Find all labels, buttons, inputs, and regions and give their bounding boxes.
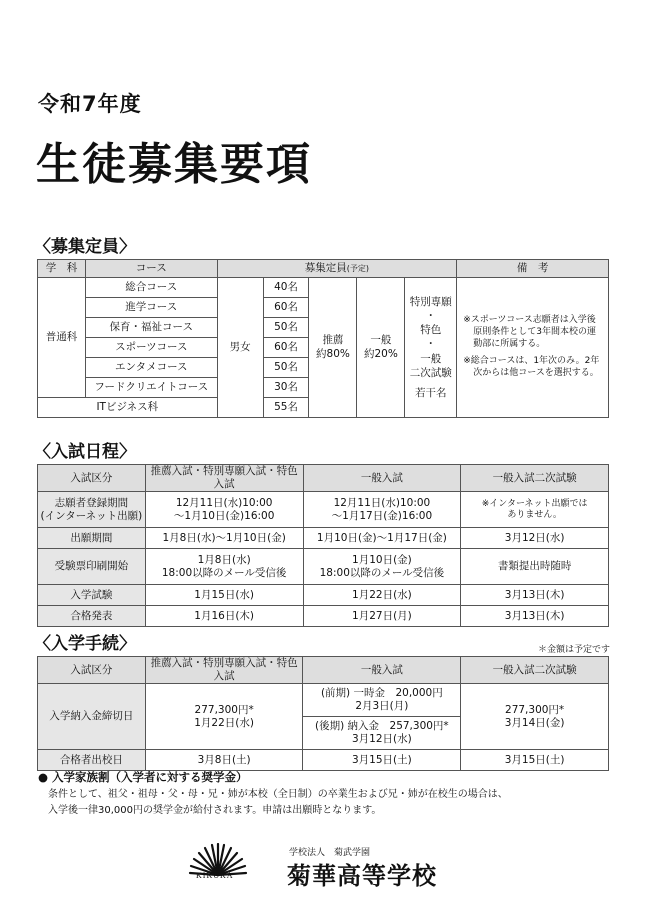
capacity-table bbox=[37, 259, 609, 418]
course-capacity: 60名 bbox=[263, 298, 309, 318]
procedure-section-title: 〈入学手続〉 bbox=[34, 634, 136, 654]
cell: 1月8日(水)〜1月10日(金) bbox=[145, 528, 303, 549]
cell: 277,300円* 1月22日(水) bbox=[145, 684, 303, 750]
discount-line-2: 入学後一律30,000円の奨学金が給付されます。申請は出願時となります。 bbox=[48, 805, 382, 816]
course-name: 総合コース bbox=[85, 278, 217, 298]
col-course: コース bbox=[85, 260, 217, 278]
cell: 3月15日(土) bbox=[461, 750, 609, 771]
special-exams: 特別専願 ・ 特色 ・ 一般 二次試験 若干名 bbox=[405, 278, 457, 418]
logo-text: KIKUKA bbox=[196, 871, 234, 880]
course-name: エンタメコース bbox=[85, 358, 217, 378]
row-label: 入学納入金締切日 bbox=[38, 684, 146, 750]
discount-title: ● 入学家族割（入学者に対する奨学金） bbox=[38, 770, 248, 784]
col-general: 一般入試 bbox=[303, 465, 461, 492]
cell: 1月10日(金) 18:00以降のメール受信後 bbox=[303, 549, 461, 585]
col-dept: 学 科 bbox=[38, 260, 86, 278]
row-label: 志願者登録期間 (インターネット出願) bbox=[38, 492, 146, 528]
cell: 1月15日(水) bbox=[145, 585, 303, 606]
it-capacity: 55名 bbox=[263, 398, 309, 418]
remarks: ※スポーツコース志願者は入学後原則条件として3年間本校の運動部に所属する。 ※総合コースは、1年次のみ。2年次からは他コースを選択する。 bbox=[457, 278, 609, 418]
school-corporation: 学校法人 菊武学園 bbox=[289, 848, 371, 858]
col-second: 一般入試二次試験 bbox=[461, 657, 609, 684]
dept-it: ITビジネス科 bbox=[38, 398, 218, 418]
course-name: スポーツコース bbox=[85, 338, 217, 358]
procedure-table bbox=[37, 656, 609, 771]
discount-line-1: 条件として、祖父・祖母・父・母・兄・姉が本校（全日制）の卒業生および兄・姉が在校生の場合は、 bbox=[48, 789, 508, 800]
fiscal-year: 令和7年度 bbox=[38, 92, 142, 116]
general-ratio: 一般 約20% bbox=[357, 278, 405, 418]
course-capacity: 60名 bbox=[263, 338, 309, 358]
cell: (後期) 納入金 257,300円* 3月12日(水) bbox=[303, 717, 461, 750]
cell: 3月13日(木) bbox=[461, 585, 609, 606]
col-recommend: 推薦入試・特別専願入試・特色入試 bbox=[145, 465, 303, 492]
row-label: 出願期間 bbox=[38, 528, 146, 549]
course-capacity: 50名 bbox=[263, 358, 309, 378]
course-name: フードクリエイトコース bbox=[85, 378, 217, 398]
col-remarks: 備 考 bbox=[457, 260, 609, 278]
cell: 1月10日(金)〜1月17日(金) bbox=[303, 528, 461, 549]
cell: 3月12日(水) bbox=[461, 528, 609, 549]
col-capacity: 募集定員(予定) bbox=[217, 260, 457, 278]
dept-general: 普通科 bbox=[38, 278, 86, 398]
cell: 3月13日(木) bbox=[461, 606, 609, 627]
col-exam-type: 入試区分 bbox=[38, 465, 146, 492]
cell: 12月11日(水)10:00 〜1月10日(金)16:00 bbox=[145, 492, 303, 528]
cell: 12月11日(水)10:00 〜1月17日(金)16:00 bbox=[303, 492, 461, 528]
cell: 3月8日(土) bbox=[145, 750, 303, 771]
row-label: 合格発表 bbox=[38, 606, 146, 627]
row-label: 合格者出校日 bbox=[38, 750, 146, 771]
course-name: 進学コース bbox=[85, 298, 217, 318]
col-exam-type: 入試区分 bbox=[38, 657, 146, 684]
row-label: 受験票印刷開始 bbox=[38, 549, 146, 585]
page-title: 生徒募集要項 bbox=[36, 139, 312, 190]
course-capacity: 50名 bbox=[263, 318, 309, 338]
schedule-section-title: 〈入試日程〉 bbox=[34, 442, 136, 462]
cell: 1月22日(水) bbox=[303, 585, 461, 606]
col-recommend: 推薦入試・特別専願入試・特色入試 bbox=[145, 657, 303, 684]
cell: 1月27日(月) bbox=[303, 606, 461, 627]
cell: 書類提出時随時 bbox=[461, 549, 609, 585]
school-name: 菊華高等学校 bbox=[287, 862, 437, 890]
course-capacity: 40名 bbox=[263, 278, 309, 298]
recommend-ratio: 推薦 約80% bbox=[309, 278, 357, 418]
course-capacity: 30名 bbox=[263, 378, 309, 398]
col-second: 一般入試二次試験 bbox=[461, 465, 609, 492]
cell: 3月15日(土) bbox=[303, 750, 461, 771]
amount-note: ＊金額は予定です bbox=[537, 645, 610, 655]
cell: 277,300円* 3月14日(金) bbox=[461, 684, 609, 750]
cell: 1月16日(木) bbox=[145, 606, 303, 627]
col-general: 一般入試 bbox=[303, 657, 461, 684]
cell: (前期) 一時金 20,000円 2月3日(月) bbox=[303, 684, 461, 717]
gender: 男女 bbox=[217, 278, 263, 418]
capacity-section-title: 〈募集定員〉 bbox=[34, 237, 136, 257]
row-label: 入学試験 bbox=[38, 585, 146, 606]
course-name: 保育・福祉コース bbox=[85, 318, 217, 338]
cell: ※インターネット出願では ありません。 bbox=[461, 492, 609, 528]
schedule-table bbox=[37, 464, 609, 627]
cell: 1月8日(水) 18:00以降のメール受信後 bbox=[145, 549, 303, 585]
